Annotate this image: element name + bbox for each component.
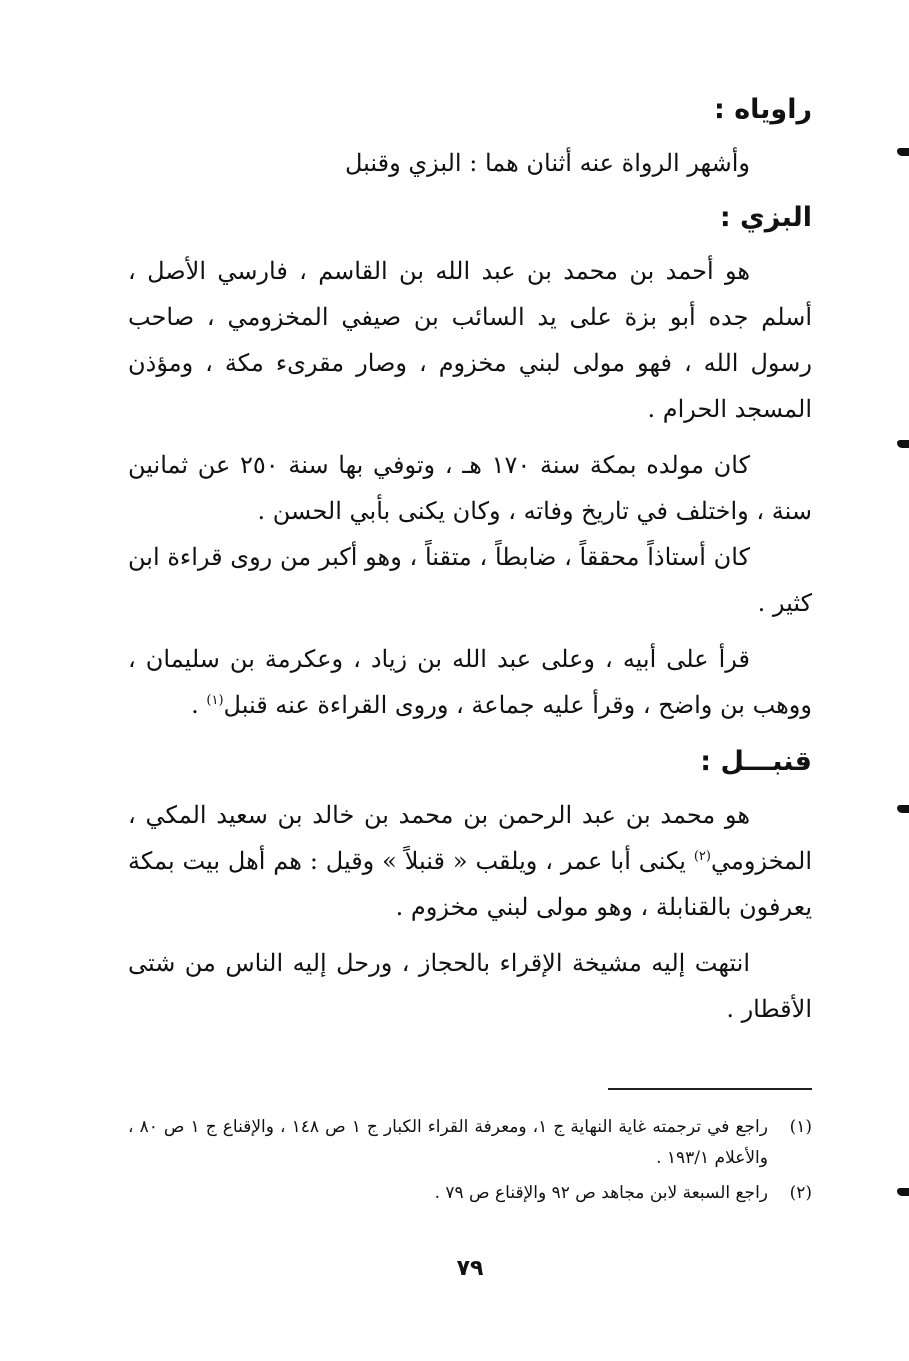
footnote-ref-1: (١) <box>206 693 224 708</box>
paragraph-bazzi-2: كان مولده بمكة سنة ١٧٠ هـ ، وتوفي بها سنة ٢٥٠ عن ثمانين سنة ، واختلف في تاريخ وفاته ، وكان يكنى بأبي الحسن . <box>128 451 812 525</box>
footnote-1-number: (١) <box>789 1117 812 1137</box>
paragraph-bazzi-4-text: قرأ على أبيه ، وعلى عبد الله بن زياد ، وعكرمة بن سليمان ، ووهب بن واضح ، وقرأ عليه جماعة ، وروى القراءة عنه قنبل <box>128 645 812 719</box>
page-edge-mark <box>897 440 909 448</box>
page-edge-mark <box>897 148 909 156</box>
paragraph-qunbul-1-end: يكنى أبا عمر ، ويلقب « قنبلاً » وقيل : هم أهل بيت بمكة يعرفون بالقنابلة ، وهو مولى لبني مخزوم . <box>128 847 812 921</box>
heading-rawiyah: راوياه : <box>714 94 812 125</box>
paragraph-qunbul-1-start: هو محمد بن عبد الرحمن بن محمد بن خالد بن سعيد المكي ، المخزومي <box>128 801 812 875</box>
paragraph-rawiyah-1: وأشهر الرواة عنه أثنان هما : البزي وقنبل <box>345 149 750 177</box>
paragraph-bazzi-4-end: . <box>191 691 207 719</box>
paragraph-bazzi-1: هو أحمد بن محمد بن عبد الله بن القاسم ، فارسي الأصل ، أسلم جده أبو بزة على يد السائب بن صيفي المخزومي ، صاحب رسول الله ، فهو مولى لبني مخزوم ، وصار مقرىء مكة ، ومؤذن المسجد الحرام . <box>128 257 812 423</box>
paragraph-bazzi-3: كان أستاذاً محققاً ، ضابطاً ، متقناً ، وهو أكبر من روى قراءة ابن كثير . <box>128 543 812 617</box>
footnote-separator <box>608 1088 812 1090</box>
book-page <box>128 88 812 1318</box>
page-edge-mark <box>897 805 909 813</box>
footnotes <box>128 1112 812 1213</box>
page-number: ٧٩ <box>456 1256 484 1281</box>
footnote-1-text: راجع في ترجمته غاية النهاية ج ١، ومعرفة القراء الكبار ج ١ ص ١٤٨ ، والإقناع ج ١ ص ٨٠ ، والأعلام ١٩٣/١ . <box>128 1117 768 1168</box>
page-edge-mark <box>897 1188 909 1196</box>
heading-bazzi: البزي : <box>719 202 812 233</box>
paragraph-qunbul-1 <box>128 792 812 930</box>
paragraph-bazzi-4 <box>128 636 812 728</box>
footnote-2-text: راجع السبعة لابن مجاهد ص ٩٢ والإقناع ص ٧٩ . <box>434 1183 768 1203</box>
heading-qunbul: قنبـــل : <box>700 746 812 777</box>
footnote-2 <box>128 1178 812 1209</box>
paragraph-qunbul-2: انتهت إليه مشيخة الإقراء بالحجاز ، ورحل إليه الناس من شتى الأقطار . <box>128 949 812 1023</box>
footnote-1 <box>128 1112 812 1174</box>
footnote-2-number: (٢) <box>789 1183 812 1203</box>
footnote-ref-2: (٢) <box>693 849 711 864</box>
